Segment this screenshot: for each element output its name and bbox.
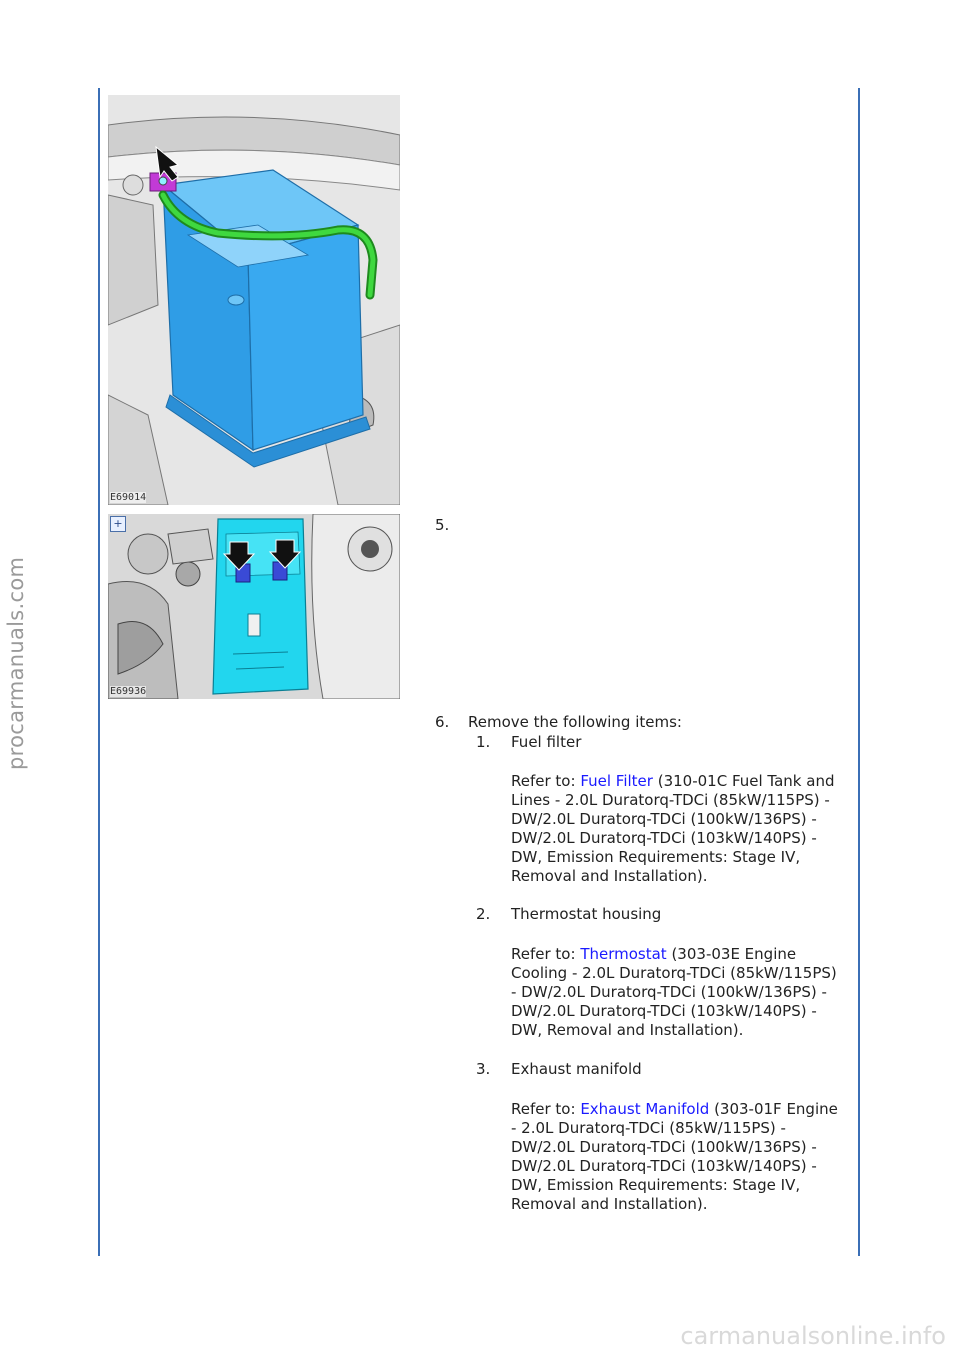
refer-suffix: (303-01F Engine - 2.0L Duratorq-TDCi (85kW/115PS) - DW/2.0L Duratorq-TDCi (100kW/136PS) - DW/2.0L Duratorq-TDCi (103kW/140PS) - DW, Emission Requirements: Stage IV, Removal and Installation). <box>511 1100 838 1213</box>
battery-illustration <box>108 95 400 505</box>
refer-prefix: Refer to: <box>511 1100 581 1118</box>
thermostat-link[interactable]: Thermostat <box>580 945 667 963</box>
fuel-filter-link[interactable]: Fuel Filter <box>580 772 653 790</box>
reference-exhaust-manifold <box>511 1100 846 1214</box>
battery-tray-illustration <box>108 514 400 699</box>
refer-prefix: Refer to: <box>511 945 581 963</box>
step-number: 5. <box>435 516 450 534</box>
refer-suffix: (303-03E Engine Cooling - 2.0L Duratorq-TDCi (85kW/115PS) - DW/2.0L Duratorq-TDCi (100kW/136PS) - DW/2.0L Duratorq-TDCi (103kW/140PS) - DW, Removal and Installation). <box>511 945 837 1039</box>
side-watermark: procarmanuals.com <box>4 556 28 770</box>
refer-prefix: Refer to: <box>511 772 581 790</box>
refer-suffix: (310-01C Fuel Tank and Lines - 2.0L Duratorq-TDCi (85kW/115PS) - DW/2.0L Duratorq-TDCi (100kW/136PS) - DW/2.0L Duratorq-TDCi (103kW/140PS) - DW, Emission Requirements: Stage IV, Removal and Installation). <box>511 772 835 885</box>
item-title: Thermostat housing <box>511 905 662 923</box>
step-number: 6. <box>435 713 450 731</box>
item-title: Exhaust manifold <box>511 1060 642 1078</box>
right-margin-rule <box>858 88 860 1256</box>
battery-tray-drawing <box>108 514 400 699</box>
left-margin-rule <box>98 88 100 1256</box>
exhaust-manifold-link[interactable]: Exhaust Manifold <box>580 1100 710 1118</box>
item-number: 3. <box>476 1060 491 1078</box>
step-6 <box>435 713 835 732</box>
zoom-icon[interactable]: + <box>110 516 126 532</box>
item-number: 1. <box>476 733 491 751</box>
reference-thermostat <box>511 945 846 1040</box>
step-5 <box>435 516 449 535</box>
item-title: Fuel filter <box>511 733 582 751</box>
figure-id-label: E69014 <box>110 492 147 503</box>
item-number: 2. <box>476 905 491 923</box>
figure-id-label: E69936 <box>110 686 147 697</box>
bottom-watermark: carmanualsonline.info <box>680 1322 946 1350</box>
reference-fuel-filter <box>511 772 846 886</box>
step-text: Remove the following items: <box>468 713 682 731</box>
battery-drawing <box>108 95 400 505</box>
